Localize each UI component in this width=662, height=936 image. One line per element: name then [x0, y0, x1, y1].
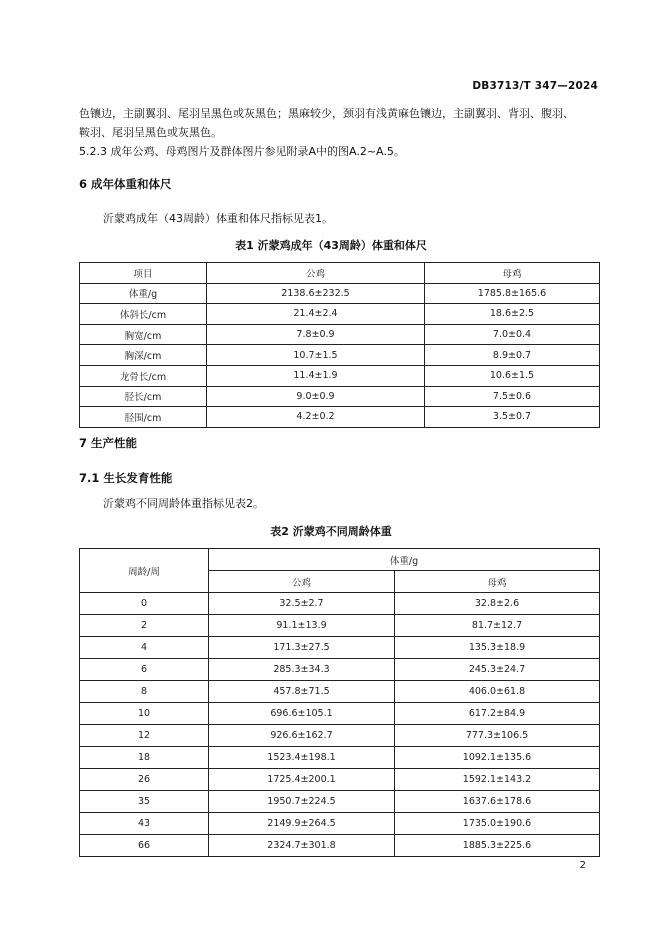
table-row	[80, 769, 600, 791]
table-cell: 龙骨长/cm	[80, 365, 207, 386]
table-cell: 81.7±12.7	[395, 615, 600, 637]
table-cell: 11.4±1.9	[207, 365, 425, 386]
clause-5-2-3: 5.2.3 成年公鸡、母鸡图片及群体图片参见附录A中的图A.2~A.5。	[79, 145, 405, 158]
table-cell: 2	[80, 615, 209, 637]
table-cell: 胫围/cm	[80, 407, 207, 428]
page-number: 2	[579, 860, 586, 871]
table-cell: 43	[80, 813, 209, 835]
table-cell: 26	[80, 769, 209, 791]
table-cell: 体斜长/cm	[80, 304, 207, 325]
table-cell: 4.2±0.2	[207, 407, 425, 428]
table-cell: 8	[80, 681, 209, 703]
table-row	[80, 304, 600, 325]
table-cell: 1735.0±190.6	[395, 813, 600, 835]
table-cell: 35	[80, 791, 209, 813]
table-row	[80, 681, 600, 703]
section-7-title: 7 生产性能	[79, 436, 138, 450]
table-cell: 3.5±0.7	[425, 407, 600, 428]
table-row	[80, 659, 600, 681]
table-row	[80, 791, 600, 813]
table-row	[80, 283, 600, 304]
table-1-header-row	[80, 263, 600, 284]
table-cell: 1785.8±165.6	[425, 283, 600, 304]
table-cell: 457.8±71.5	[209, 681, 395, 703]
table-row	[80, 324, 600, 345]
table-cell: 2138.6±232.5	[207, 283, 425, 304]
table-cell: 406.0±61.8	[395, 681, 600, 703]
table-cell: 32.5±2.7	[209, 593, 395, 615]
section-7-1-title: 7.1 生长发育性能	[79, 471, 173, 485]
table-cell: 777.3±106.5	[395, 725, 600, 747]
table-cell: 0	[80, 593, 209, 615]
table-cell: 10.7±1.5	[207, 345, 425, 366]
table-row	[80, 345, 600, 366]
section-7-1-text: 沂蒙鸡不同周龄体重指标见表2。	[103, 497, 264, 510]
table-cell: 6	[80, 659, 209, 681]
table-row	[80, 725, 600, 747]
table-cell: 2149.9±264.5	[209, 813, 395, 835]
table-cell: 1950.7±224.5	[209, 791, 395, 813]
table-cell: 285.3±34.3	[209, 659, 395, 681]
table-row	[80, 407, 600, 428]
table-cell: 1092.1±135.6	[395, 747, 600, 769]
table-cell: 4	[80, 637, 209, 659]
table-row	[80, 703, 600, 725]
table-cell: 10	[80, 703, 209, 725]
table-cell: 21.4±2.4	[207, 304, 425, 325]
table-2-caption: 表2 沂蒙鸡不同周龄体重	[270, 525, 392, 538]
table-cell: 胫长/cm	[80, 386, 207, 407]
table-cell: 245.3±24.7	[395, 659, 600, 681]
table-2-header-female: 母鸡	[395, 571, 600, 593]
table-cell: 1592.1±143.2	[395, 769, 600, 791]
table-cell: 胸深/cm	[80, 345, 207, 366]
table-cell: 91.1±13.9	[209, 615, 395, 637]
standard-code: DB3713/T 347—2024	[472, 80, 598, 92]
table-cell: 32.8±2.6	[395, 593, 600, 615]
table-row	[80, 747, 600, 769]
table-cell: 胸宽/cm	[80, 324, 207, 345]
table-cell: 18	[80, 747, 209, 769]
table-cell: 体重/g	[80, 283, 207, 304]
table-1-caption: 表1 沂蒙鸡成年（43周龄）体重和体尺	[235, 239, 427, 252]
table-cell: 696.6±105.1	[209, 703, 395, 725]
table-cell: 8.9±0.7	[425, 345, 600, 366]
table-cell: 18.6±2.5	[425, 304, 600, 325]
table-cell: 66	[80, 835, 209, 857]
table-cell: 1725.4±200.1	[209, 769, 395, 791]
section-6-title: 6 成年体重和体尺	[79, 177, 172, 191]
table-1-header-cell: 公鸡	[207, 263, 425, 284]
table-2-header-row	[80, 549, 600, 571]
table-row	[80, 593, 600, 615]
table-2-header-week: 周龄/周	[80, 549, 209, 593]
table-row	[80, 637, 600, 659]
table-cell: 1523.4±198.1	[209, 747, 395, 769]
table-cell: 7.0±0.4	[425, 324, 600, 345]
table-cell: 135.3±18.9	[395, 637, 600, 659]
table-1	[79, 262, 600, 428]
section-6-text: 沂蒙鸡成年（43周龄）体重和体尺指标见表1。	[103, 212, 333, 225]
table-cell: 1637.6±178.6	[395, 791, 600, 813]
table-cell: 7.5±0.6	[425, 386, 600, 407]
table-2-header-male: 公鸡	[209, 571, 395, 593]
table-cell: 617.2±84.9	[395, 703, 600, 725]
table-cell: 9.0±0.9	[207, 386, 425, 407]
table-1-header-cell: 项目	[80, 263, 207, 284]
table-cell: 926.6±162.7	[209, 725, 395, 747]
table-cell: 12	[80, 725, 209, 747]
table-2-header-weight: 体重/g	[209, 549, 600, 571]
table-cell: 7.8±0.9	[207, 324, 425, 345]
table-cell: 10.6±1.5	[425, 365, 600, 386]
intro-line-2: 鞍羽、尾羽呈黑色或灰黑色。	[79, 126, 222, 139]
intro-line-1: 色镶边，主副翼羽、尾羽呈黑色或灰黑色；黑麻较少，颈羽有浅黄麻色镶边，主副翼羽、背羽、腹羽、	[79, 107, 574, 120]
table-row	[80, 365, 600, 386]
table-row	[80, 835, 600, 857]
table-cell: 1885.3±225.6	[395, 835, 600, 857]
table-row	[80, 813, 600, 835]
table-cell: 171.3±27.5	[209, 637, 395, 659]
table-row	[80, 386, 600, 407]
table-1-header-cell: 母鸡	[425, 263, 600, 284]
table-row	[80, 615, 600, 637]
table-2	[79, 548, 600, 857]
table-cell: 2324.7±301.8	[209, 835, 395, 857]
